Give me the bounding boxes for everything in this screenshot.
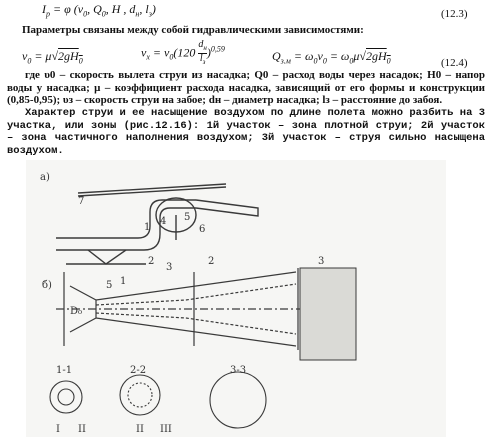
equation-number-12-4: (12.4) [441, 57, 468, 69]
face-wall [300, 268, 356, 360]
svg-text:4: 4 [160, 216, 167, 227]
svg-text:3-3: 3-3 [230, 365, 247, 376]
formula-vx: $v_x = v_0(120$ $d_н$ $l_з$ )$^{0,59}$ [141, 39, 225, 66]
svg-text:1: 1 [144, 222, 151, 233]
svg-text:6: 6 [199, 224, 206, 235]
svg-text:II: II [78, 424, 86, 435]
svg-text:1: 1 [120, 276, 127, 287]
svg-text:3: 3 [166, 262, 173, 273]
formula-v0: $v_0 = \mu√2gH_0$ [22, 49, 83, 66]
label-a: а) [40, 172, 50, 183]
intro-text: Параметры связаны между собой гидравлическими зависимостями: [22, 24, 364, 36]
svg-text:2: 2 [148, 256, 155, 267]
svg-text:5: 5 [184, 212, 191, 223]
figure-12-16 [26, 160, 446, 437]
svg-text:3: 3 [318, 256, 325, 267]
label-d0: D₀ [70, 306, 83, 317]
equation-number-12-3: (12.3) [441, 8, 468, 20]
svg-text:I: I [56, 424, 60, 435]
equation-12-3: $I_p = \varphi$ ($v_0$, $Q_0$, H , $d_н$, $l_з$) [42, 2, 156, 19]
svg-text:2-2: 2-2 [130, 365, 147, 376]
figure-drawing [26, 160, 446, 437]
svg-text:7: 7 [78, 196, 85, 207]
where-paragraph: где υ0 – скорость вылета струи из насадка; Q0 – расход воды через насадок; H0 – напор воды у насадка; μ – коэффициент расхода насадка, зависящий от его формы и конструкции (0,85-0,95); υз – скорость струи на забое; dн – диаметр насадка; lз – расстояние до забоя. [7, 69, 485, 106]
svg-text:III: III [160, 424, 172, 435]
zones-paragraph: Характер струи и ее насыщение воздухом по длине полета можно разбить на 3 участка, или зоны (рис.12.16): 1й участок – зона плотной струи; 2й участок – зона частичного наполнения воздухом; 3й участок – струя сильно насыщена воздухом. [7, 107, 485, 157]
svg-text:II: II [136, 424, 144, 435]
formula-q: $Q_{з.м} = \omega_0v_0 = \omega_0\mu√2gH_0$ [272, 49, 391, 66]
svg-text:2: 2 [208, 256, 215, 267]
label-b: б) [42, 280, 52, 291]
svg-text:1-1: 1-1 [56, 365, 73, 376]
svg-text:5: 5 [106, 280, 113, 291]
